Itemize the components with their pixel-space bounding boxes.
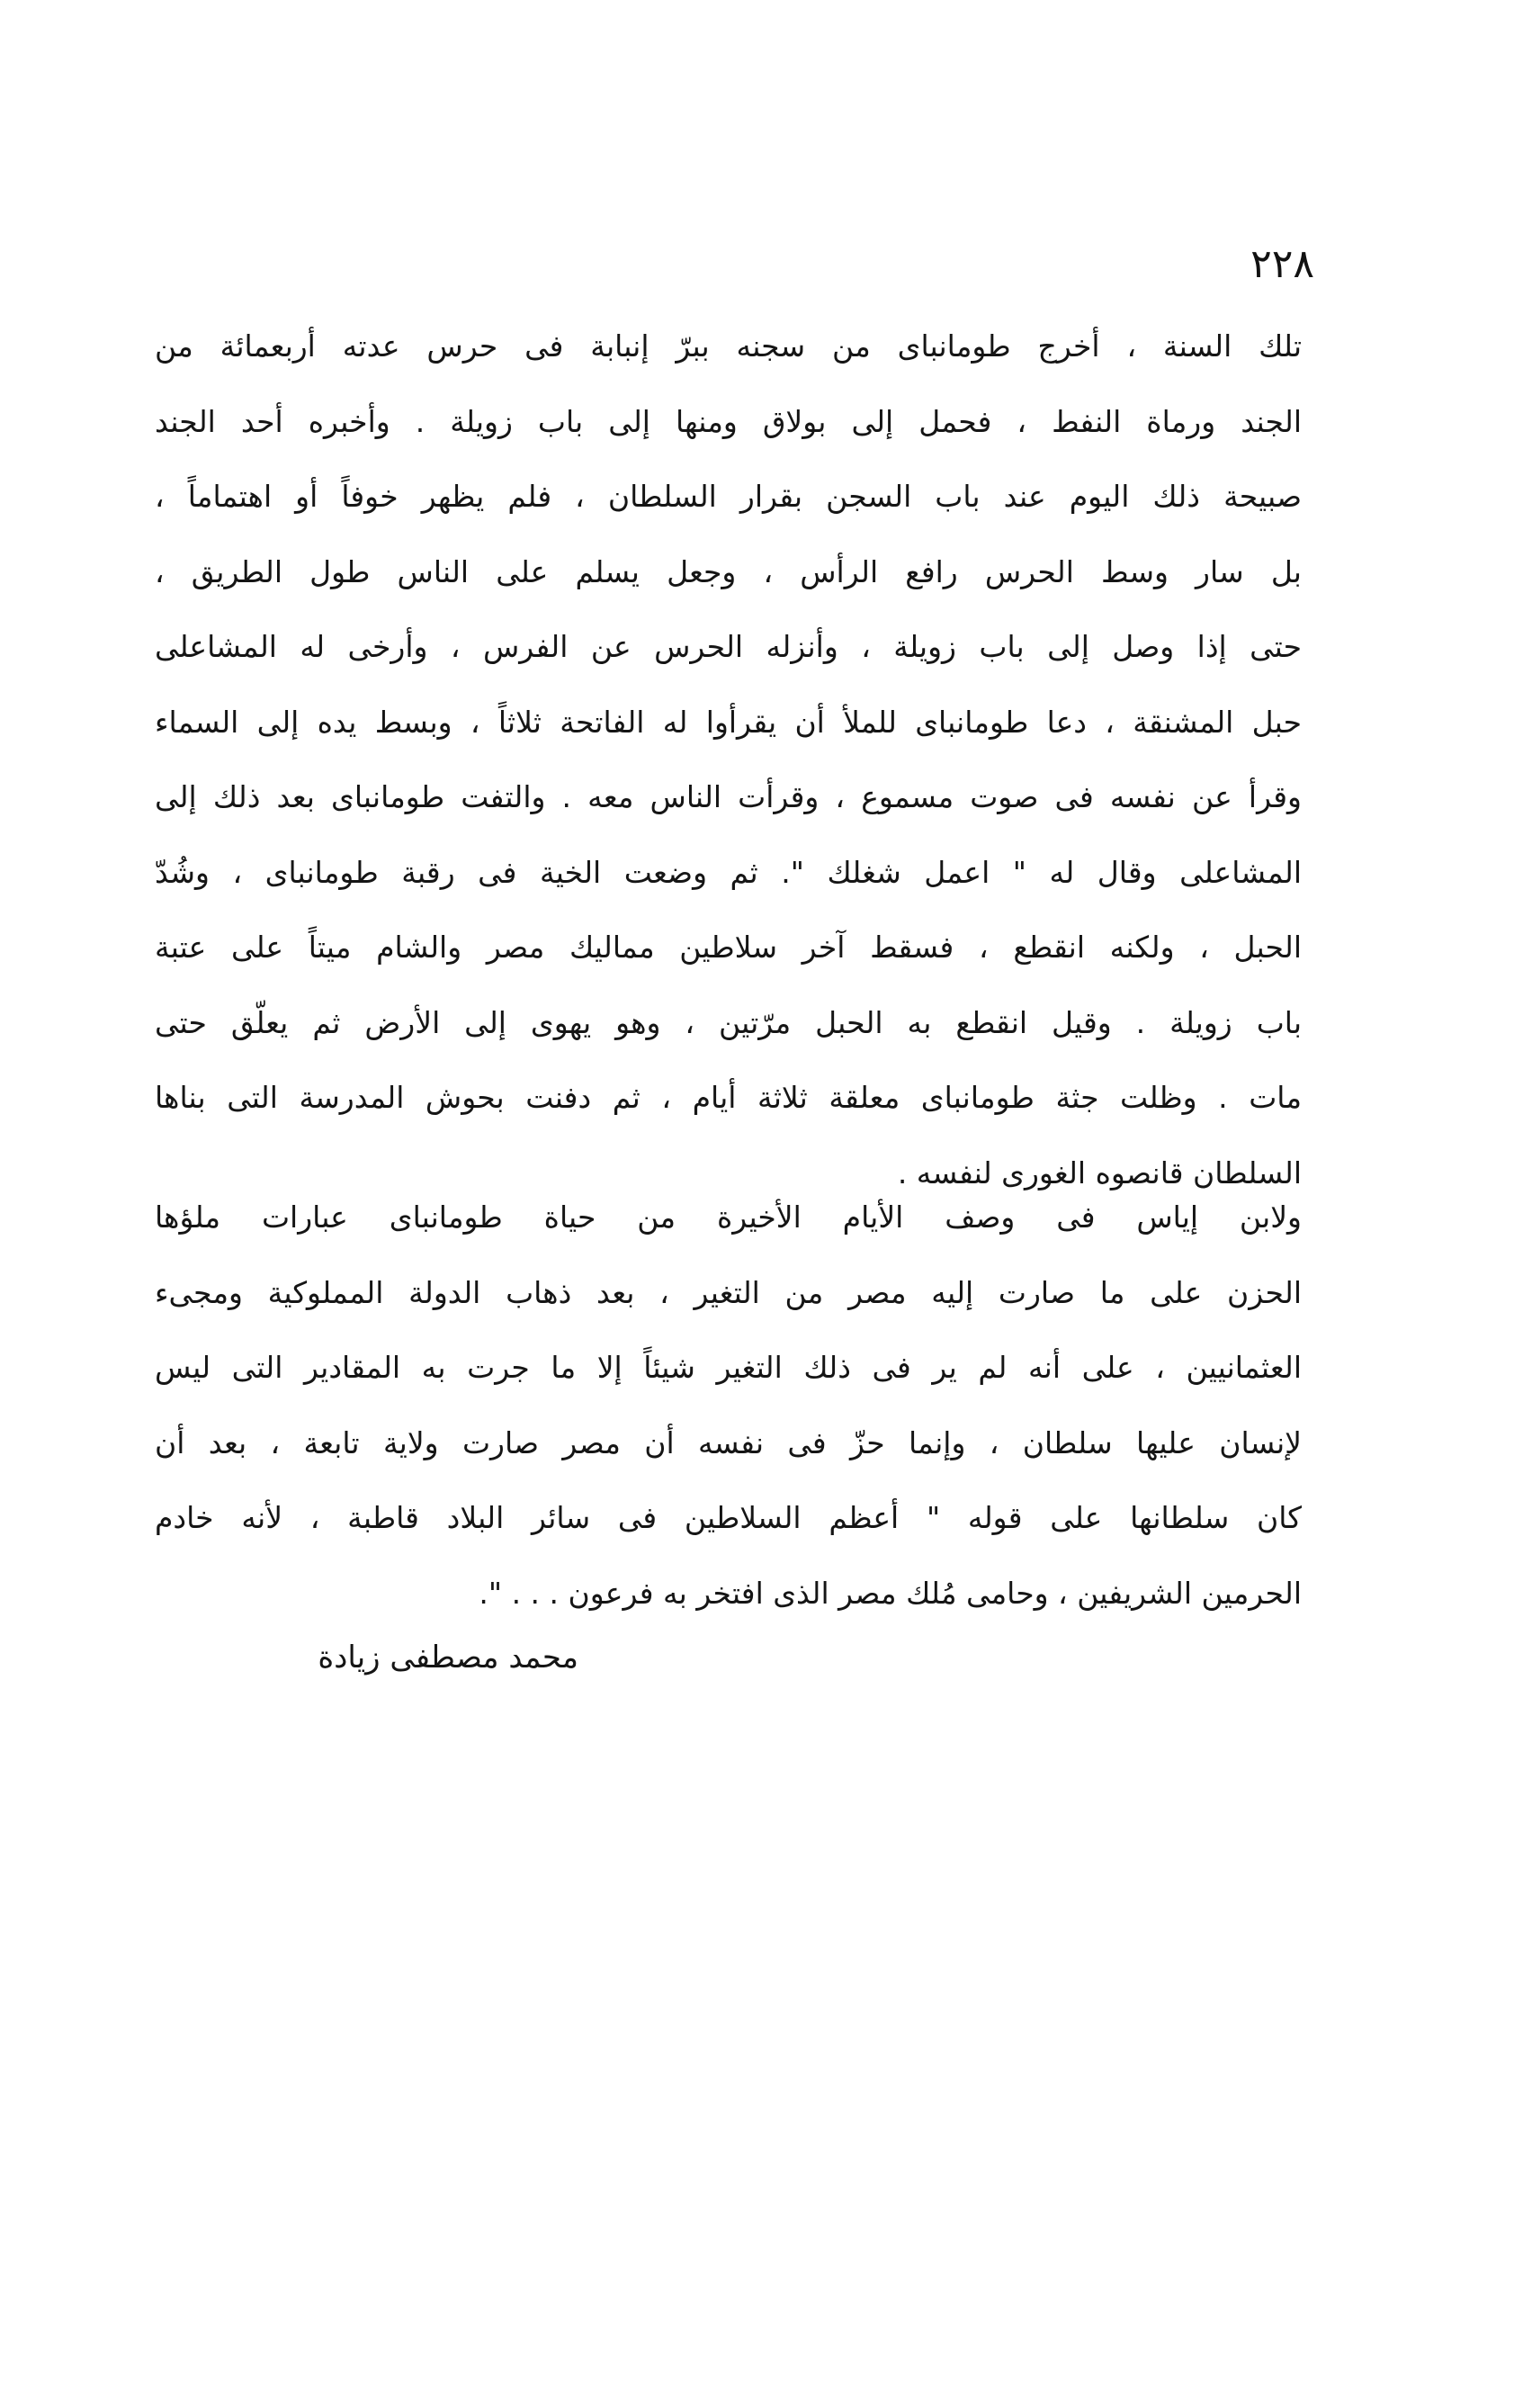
text-line: حتى إذا وصل إلى باب زويلة ، وأنزله الحرس عن الفرس ، وأرخى له المشاعلى [155, 629, 1302, 664]
paragraph-1 [155, 309, 1302, 1210]
text-line: بل سار وسط الحرس رافع الرأس ، وجعل يسلم على الناس طول الطريق ، [155, 553, 1302, 589]
text-line: ولابن إياس فى وصف الأيام الأخيرة من حياة طومانباى عبارات ملؤها [155, 1200, 1302, 1235]
text-line: صبيحة ذلك اليوم عند باب السجن بقرار السلطان ، فلم يظهر خوفاً أو اهتماماً ، [155, 479, 1302, 514]
author-signature: محمد مصطفى زيادة [318, 1640, 578, 1676]
text-line: الحرمين الشريفين ، وحامى مُلك مصر الذى افتخر به فرعون . . . ". [479, 1575, 1302, 1611]
text-line: مات . وظلت جثة طومانباى معلقة ثلاثة أيام ، ثم دفنت بحوش المدرسة التى بناها [155, 1080, 1302, 1115]
text-line: السلطان قانصوه الغورى لنفسه . [897, 1155, 1302, 1191]
text-line: باب زويلة . وقيل انقطع به الحبل مرّتين ، وهو يهوى إلى الأرض ثم يعلّق حتى [155, 1004, 1302, 1040]
page-number: ٢٢٨ [1250, 241, 1314, 287]
text-line: العثمانيين ، على أنه لم ير فى ذلك التغير شيئاً إلا ما جرت به المقادير التى ليس [155, 1350, 1302, 1385]
text-line: وقرأ عن نفسه فى صوت مسموع ، وقرأت الناس معه . والتفت طومانباى بعد ذلك إلى [155, 779, 1302, 814]
text-line: الحبل ، ولكنه انقطع ، فسقط آخر سلاطين مماليك مصر والشام ميتاً على عتبة [155, 930, 1302, 965]
paragraph-2 [155, 1180, 1302, 1631]
text-line: لإنسان عليها سلطان ، وإنما حزّ فى نفسه أن مصر صارت ولاية تابعة ، بعد أن [155, 1424, 1302, 1460]
text-line: تلك السنة ، أخرج طومانباى من سجنه ببرّ إنبابة فى حرس عدته أربعمائة من [155, 328, 1302, 364]
text-line: الجند ورماة النفط ، فحمل إلى بولاق ومنها إلى باب زويلة . وأخبره أحد الجند [155, 403, 1302, 439]
text-line: كان سلطانها على قوله " أعظم السلاطين فى سائر البلاد قاطبة ، لأنه خادم [155, 1500, 1302, 1535]
text-line: المشاعلى وقال له " اعمل شغلك ". ثم وضعت الخية فى رقبة طومانباى ، وشُدّ [155, 854, 1302, 890]
text-line: الحزن على ما صارت إليه مصر من التغير ، بعد ذهاب الدولة المملوكية ومجىء [155, 1274, 1302, 1310]
text-line: حبل المشنقة ، دعا طومانباى للملأ أن يقرأوا له الفاتحة ثلاثاً ، وبسط يده إلى السماء [155, 704, 1302, 740]
